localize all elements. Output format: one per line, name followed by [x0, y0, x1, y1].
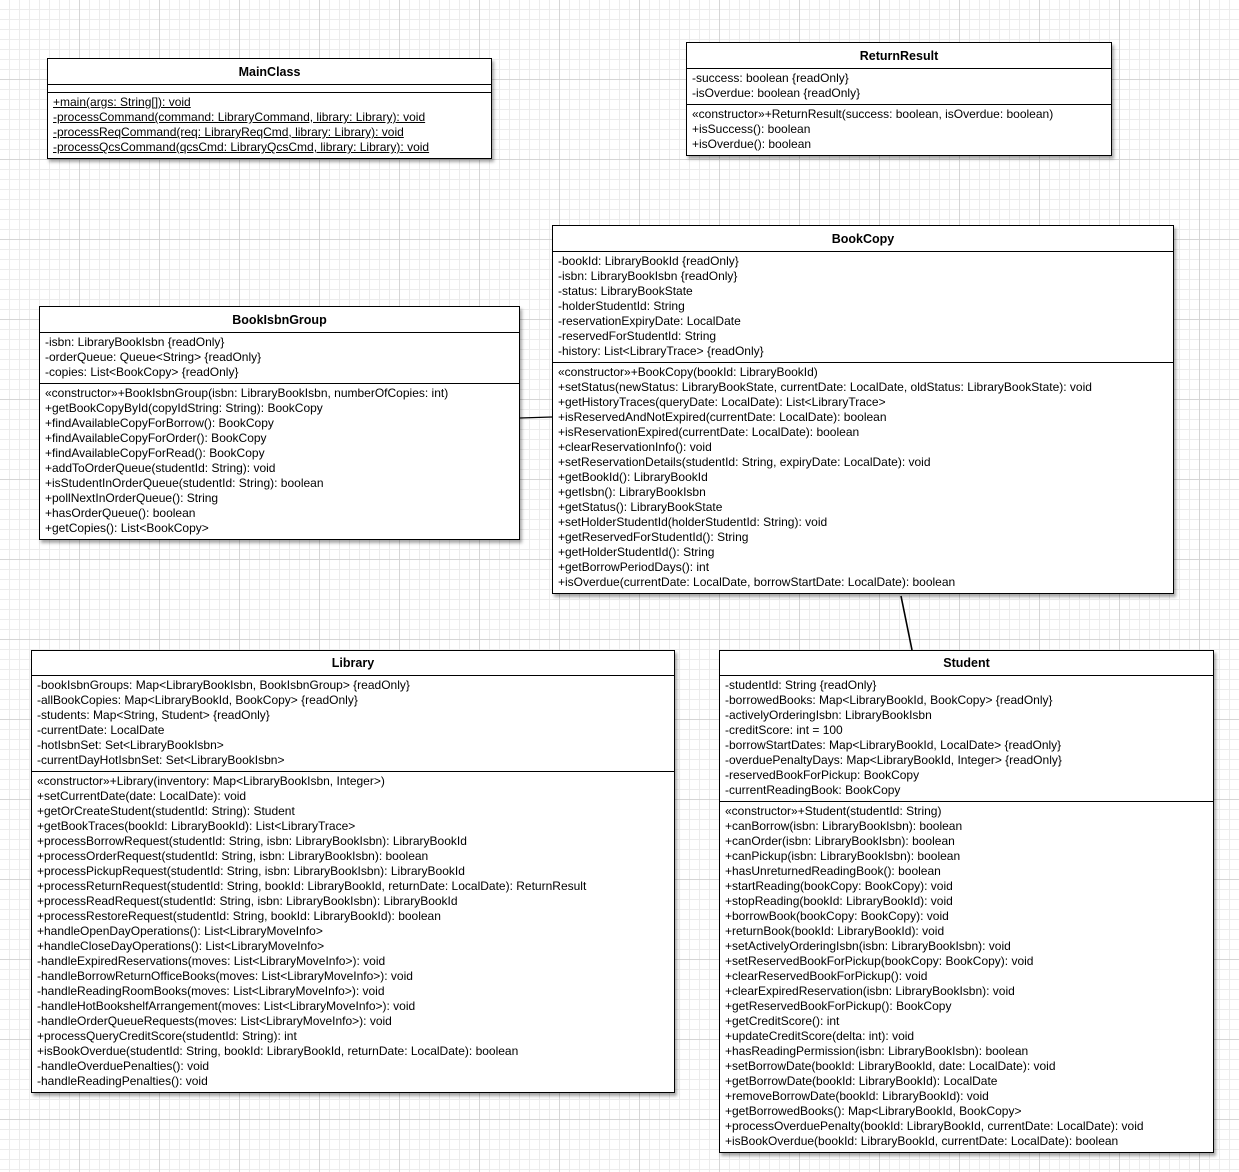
method: +getBookId(): LibraryBookId [558, 470, 708, 484]
method: +setHolderStudentId(holderStudentId: String): void [558, 515, 828, 529]
method: +canPickup(isbn: LibraryBookIsbn): boolean [725, 849, 961, 863]
method: -handleBorrowReturnOfficeBooks(moves: List<LibraryMoveInfo>): void [37, 969, 413, 983]
attributes-section [553, 252, 1173, 363]
method: +updateCreditScore(delta: int): void [725, 1029, 915, 1043]
attribute: -bookIsbnGroups: Map<LibraryBookIsbn, BookIsbnGroup> {readOnly} [37, 678, 410, 692]
attributes-section [40, 333, 519, 384]
method: +findAvailableCopyForRead(): BookCopy [45, 446, 265, 460]
method: +findAvailableCopyForBorrow(): BookCopy [45, 416, 274, 430]
method: -processQcsCommand(qcsCmd: LibraryQcsCmd, library: Library): void [53, 140, 430, 154]
class-box-library[interactable] [31, 650, 675, 1093]
attribute: -isbn: LibraryBookIsbn {readOnly} [558, 269, 738, 283]
method: +getBookTraces(bookId: LibraryBookId): List<LibraryTrace> [37, 819, 356, 833]
method: «constructor»+BookIsbnGroup(isbn: LibraryBookIsbn, numberOfCopies: int) [45, 386, 449, 400]
method: +processReturnRequest(studentId: String, bookId: LibraryBookId, returnDate: LocalDate): ReturnResult [37, 879, 587, 893]
method: +canBorrow(isbn: LibraryBookIsbn): boolean [725, 819, 963, 833]
methods-section [720, 802, 1213, 1152]
attribute: -isOverdue: boolean {readOnly} [692, 86, 861, 100]
method: +isBookOverdue(bookId: LibraryBookId, currentDate: LocalDate): boolean [725, 1134, 1119, 1148]
method: +findAvailableCopyForOrder(): BookCopy [45, 431, 267, 445]
attribute: -status: LibraryBookState [558, 284, 693, 298]
method: +borrowBook(bookCopy: BookCopy): void [725, 909, 949, 923]
method: +processBorrowRequest(studentId: String, isbn: LibraryBookIsbn): LibraryBookId [37, 834, 467, 848]
methods-section [553, 363, 1173, 593]
method: +hasUnreturnedReadingBook(): boolean [725, 864, 941, 878]
attribute: -copies: List<BookCopy> {readOnly} [45, 365, 239, 379]
method: +isOverdue(): boolean [692, 137, 812, 151]
methods-section [48, 93, 491, 158]
class-box-returnresult[interactable] [686, 42, 1112, 156]
class-box-mainclass[interactable] [47, 58, 492, 159]
method: -handleHotBookshelfArrangement(moves: List<LibraryMoveInfo>): void [37, 999, 416, 1013]
attribute: -studentId: String {readOnly} [725, 678, 877, 692]
methods-section [32, 772, 674, 1092]
attributes-section [48, 85, 491, 93]
class-name: Student [720, 651, 1213, 676]
method: +getIsbn(): LibraryBookIsbn [558, 485, 706, 499]
method: +getBookCopyById(copyIdString: String): BookCopy [45, 401, 323, 415]
method: +isReservationExpired(currentDate: LocalDate): boolean [558, 425, 860, 439]
method: +clearReservedBookForPickup(): void [725, 969, 928, 983]
method: +getOrCreateStudent(studentId: String): Student [37, 804, 295, 818]
method: -processCommand(command: LibraryCommand, library: Library): void [53, 110, 426, 124]
attribute: -currentDayHotIsbnSet: Set<LibraryBookIsbn> [37, 753, 285, 767]
method: +canOrder(isbn: LibraryBookIsbn): boolean [725, 834, 955, 848]
method: +getReservedBookForPickup(): BookCopy [725, 999, 952, 1013]
method: +isReservedAndNotExpired(currentDate: LocalDate): boolean [558, 410, 887, 424]
method: +getReservedForStudentId(): String [558, 530, 749, 544]
attribute: -orderQueue: Queue<String> {readOnly} [45, 350, 262, 364]
attribute: -history: List<LibraryTrace> {readOnly} [558, 344, 764, 358]
method: +clearExpiredReservation(isbn: LibraryBookIsbn): void [725, 984, 1015, 998]
attribute: -holderStudentId: String [558, 299, 685, 313]
method: +getHistoryTraces(queryDate: LocalDate): List<LibraryTrace> [558, 395, 886, 409]
method: +setStatus(newStatus: LibraryBookState, currentDate: LocalDate, oldStatus: LibraryBookState): void [558, 380, 1092, 394]
method: +pollNextInOrderQueue(): String [45, 491, 219, 505]
method: +getBorrowPeriodDays(): int [558, 560, 710, 574]
method: +handleCloseDayOperations(): List<LibraryMoveInfo> [37, 939, 325, 953]
method: +processQueryCreditScore(studentId: String): int [37, 1029, 297, 1043]
attribute: -creditScore: int = 100 [725, 723, 843, 737]
method: +getCopies(): List<BookCopy> [45, 521, 209, 535]
method: +getHolderStudentId(): String [558, 545, 715, 559]
method: +setBorrowDate(bookId: LibraryBookId, date: LocalDate): void [725, 1059, 1056, 1073]
method: -handleReadingPenalties(): void [37, 1074, 208, 1088]
attributes-section [32, 676, 674, 772]
method: «constructor»+BookCopy(bookId: LibraryBookId) [558, 365, 818, 379]
method: +processPickupRequest(studentId: String, isbn: LibraryBookIsbn): LibraryBookId [37, 864, 465, 878]
method: +setReservationDetails(studentId: String, expiryDate: LocalDate): void [558, 455, 931, 469]
method: +getCreditScore(): int [725, 1014, 840, 1028]
method: +handleOpenDayOperations(): List<LibraryMoveInfo> [37, 924, 323, 938]
method: +clearReservationInfo(): void [558, 440, 712, 454]
attribute: -success: boolean {readOnly} [692, 71, 849, 85]
class-name: BookIsbnGroup [40, 307, 519, 333]
attributes-section [687, 69, 1111, 105]
attribute: -activelyOrderingIsbn: LibraryBookIsbn [725, 708, 932, 722]
attribute: -isbn: LibraryBookIsbn {readOnly} [45, 335, 225, 349]
method: +getBorrowedBooks(): Map<LibraryBookId, BookCopy> [725, 1104, 1022, 1118]
attribute: -students: Map<String, Student> {readOnly} [37, 708, 270, 722]
method: -handleReadingRoomBooks(moves: List<LibraryMoveInfo>): void [37, 984, 385, 998]
method: +setCurrentDate(date: LocalDate): void [37, 789, 247, 803]
method: +hasReadingPermission(isbn: LibraryBookIsbn): boolean [725, 1044, 1029, 1058]
method: -handleOverduePenalties(): void [37, 1059, 210, 1073]
association-bookisbngroup-bookcopy [520, 417, 552, 418]
method: +stopReading(bookId: LibraryBookId): void [725, 894, 953, 908]
method: +removeBorrowDate(bookId: LibraryBookId): void [725, 1089, 989, 1103]
attribute: -allBookCopies: Map<LibraryBookId, BookCopy> {readOnly} [37, 693, 358, 707]
methods-section [687, 105, 1111, 155]
method: +isBookOverdue(studentId: String, bookId: LibraryBookId, returnDate: LocalDate): boolean [37, 1044, 519, 1058]
class-name: BookCopy [553, 226, 1173, 252]
method: +processRestoreRequest(studentId: String, bookId: LibraryBookId): boolean [37, 909, 441, 923]
class-name: MainClass [48, 59, 491, 85]
method: +isStudentInOrderQueue(studentId: String): boolean [45, 476, 324, 490]
method: «constructor»+Library(inventory: Map<LibraryBookIsbn, Integer>) [37, 774, 385, 788]
class-box-bookcopy[interactable] [552, 225, 1174, 594]
association-bookcopy-student [901, 596, 912, 650]
method: +setReservedBookForPickup(bookCopy: BookCopy): void [725, 954, 1034, 968]
class-box-bookisbngroup[interactable] [39, 306, 520, 540]
method: +returnBook(bookId: LibraryBookId): void [725, 924, 945, 938]
attribute: -currentDate: LocalDate [37, 723, 165, 737]
class-box-student[interactable] [719, 650, 1214, 1153]
method: +processOrderRequest(studentId: String, isbn: LibraryBookIsbn): boolean [37, 849, 429, 863]
method: «constructor»+Student(studentId: String) [725, 804, 942, 818]
method: +processReadRequest(studentId: String, isbn: LibraryBookIsbn): LibraryBookId [37, 894, 458, 908]
methods-section [40, 384, 519, 539]
class-name: Library [32, 651, 674, 676]
attribute: -reservedBookForPickup: BookCopy [725, 768, 920, 782]
attribute: -hotIsbnSet: Set<LibraryBookIsbn> [37, 738, 224, 752]
attribute: -borrowedBooks: Map<LibraryBookId, BookCopy> {readOnly} [725, 693, 1053, 707]
method: -handleOrderQueueRequests(moves: List<LibraryMoveInfo>): void [37, 1014, 392, 1028]
method: +isSuccess(): boolean [692, 122, 811, 136]
attribute: -currentReadingBook: BookCopy [725, 783, 901, 797]
method: -processReqCommand(req: LibraryReqCmd, library: Library): void [53, 125, 404, 139]
attributes-section [720, 676, 1213, 802]
method: +startReading(bookCopy: BookCopy): void [725, 879, 953, 893]
method: +setActivelyOrderingIsbn(isbn: LibraryBookIsbn): void [725, 939, 1011, 953]
attribute: -bookId: LibraryBookId {readOnly} [558, 254, 739, 268]
method: +getStatus(): LibraryBookState [558, 500, 723, 514]
method: +hasOrderQueue(): boolean [45, 506, 196, 520]
attribute: -reservationExpiryDate: LocalDate [558, 314, 741, 328]
method: +addToOrderQueue(studentId: String): void [45, 461, 276, 475]
method: +processOverduePenalty(bookId: LibraryBookId, currentDate: LocalDate): void [725, 1119, 1144, 1133]
attribute: -borrowStartDates: Map<LibraryBookId, LocalDate> {readOnly} [725, 738, 1062, 752]
attribute: -overduePenaltyDays: Map<LibraryBookId, Integer> {readOnly} [725, 753, 1062, 767]
attribute: -reservedForStudentId: String [558, 329, 717, 343]
method: «constructor»+ReturnResult(success: boolean, isOverdue: boolean) [692, 107, 1054, 121]
method: +main(args: String[]): void [53, 95, 191, 109]
method: +getBorrowDate(bookId: LibraryBookId): LocalDate [725, 1074, 998, 1088]
method: +isOverdue(currentDate: LocalDate, borrowStartDate: LocalDate): boolean [558, 575, 956, 589]
class-name: ReturnResult [687, 43, 1111, 69]
method: -handleExpiredReservations(moves: List<LibraryMoveInfo>): void [37, 954, 386, 968]
